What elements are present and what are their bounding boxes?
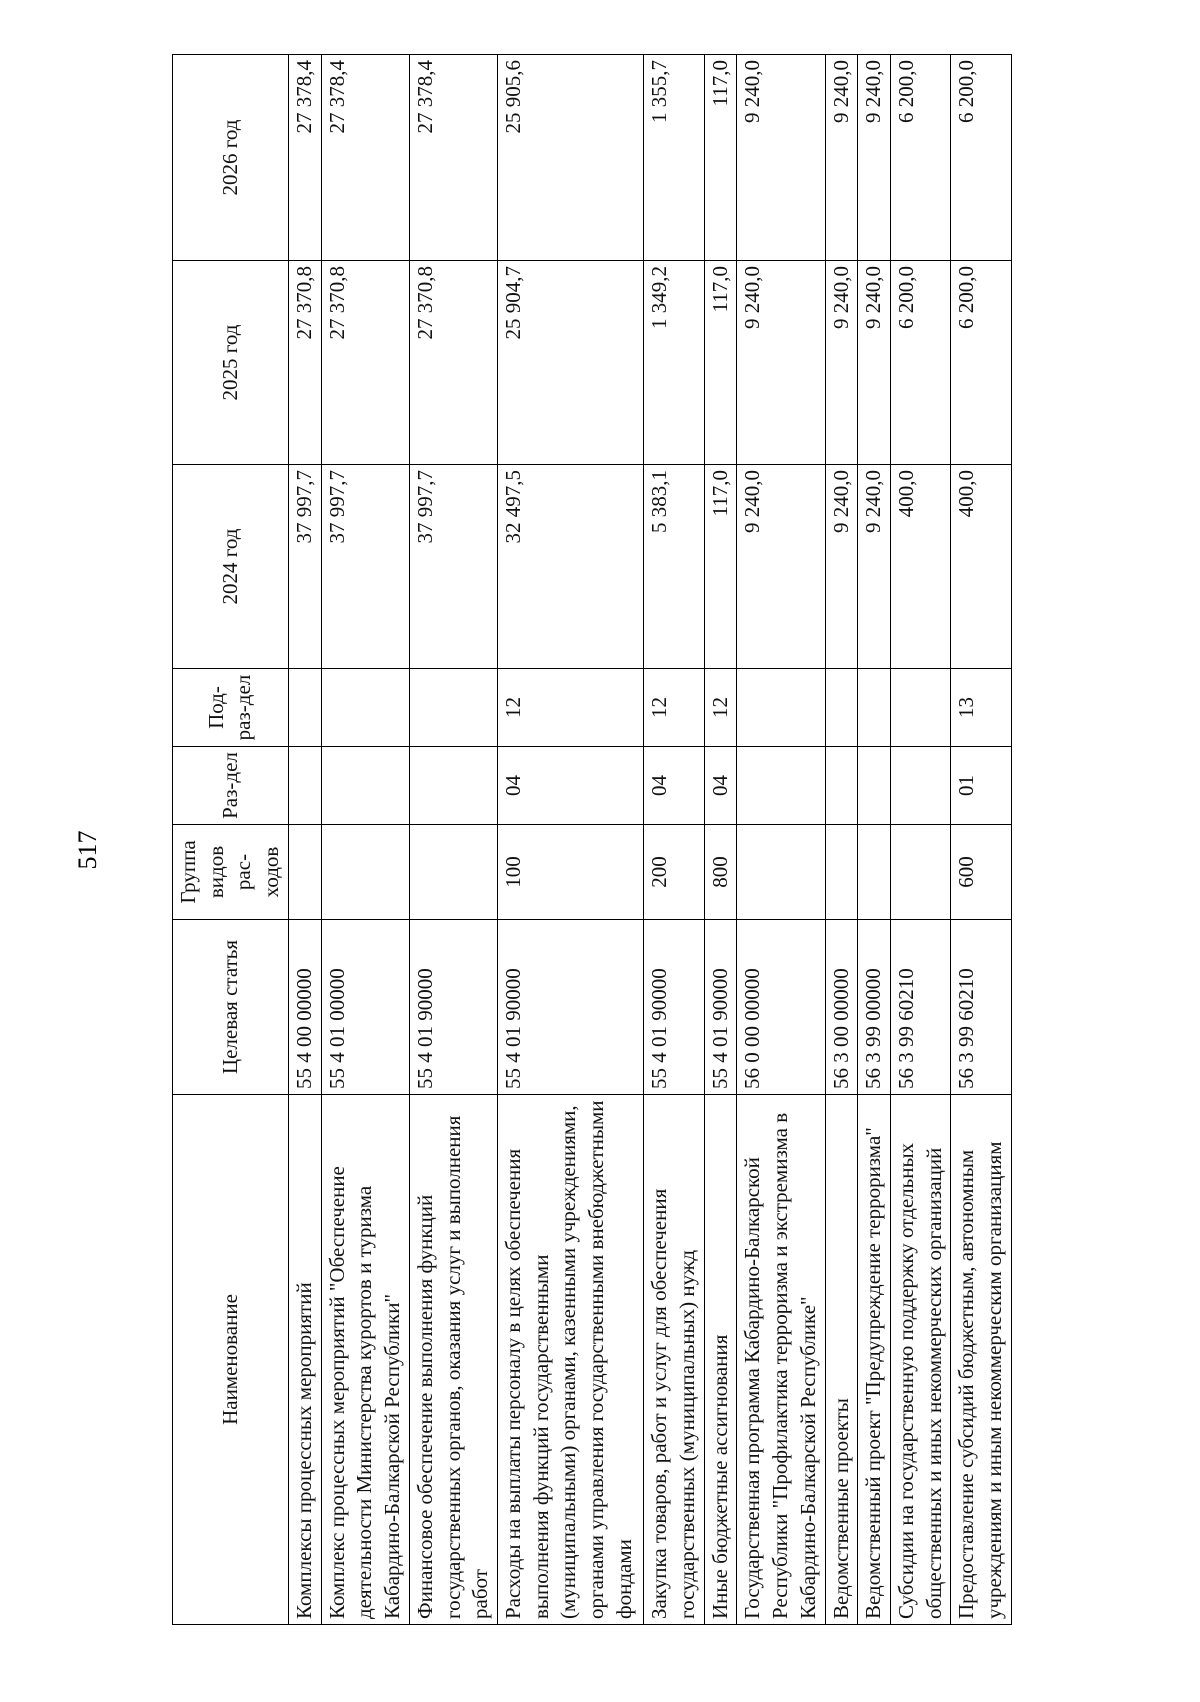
- row-year-2026: 9 240,0: [858, 55, 891, 261]
- row-target-article: 55 4 00 00000: [288, 920, 321, 1095]
- row-year-2026: 6 200,0: [951, 55, 1012, 261]
- budget-table-rotated: [172, 55, 1012, 1625]
- header-year-2026: 2026 год: [173, 55, 289, 261]
- row-subsection: [409, 669, 497, 747]
- row-year-2025: 6 200,0: [890, 261, 950, 465]
- header-subsection: Под-раз-дел: [173, 669, 289, 747]
- page-number: 517: [73, 830, 102, 870]
- row-expense-group: [737, 825, 825, 920]
- row-target-article: 56 3 99 60210: [951, 920, 1012, 1095]
- header-year-2025: 2025 год: [173, 261, 289, 465]
- header-name: Наименование: [173, 1095, 289, 1625]
- row-subsection: [858, 669, 891, 747]
- row-year-2024: 117,0: [704, 465, 737, 669]
- row-name: Финансовое обеспечение выполнения функций государственных органов, оказания услуг и выполнения работ: [409, 1095, 497, 1625]
- row-year-2025: 27 370,8: [288, 261, 321, 465]
- row-expense-group: 200: [644, 825, 704, 920]
- row-year-2024: 37 997,7: [321, 465, 409, 669]
- table-row: [737, 55, 825, 1625]
- row-year-2025: 6 200,0: [951, 261, 1012, 465]
- row-target-article: 56 0 00 00000: [737, 920, 825, 1095]
- row-target-article: 56 3 99 00000: [858, 920, 891, 1095]
- row-section: 04: [644, 747, 704, 825]
- row-year-2025: 117,0: [704, 261, 737, 465]
- row-section: [737, 747, 825, 825]
- row-expense-group: [409, 825, 497, 920]
- row-year-2025: 9 240,0: [858, 261, 891, 465]
- row-year-2026: 25 905,6: [498, 55, 644, 261]
- header-row: [173, 55, 289, 1625]
- row-expense-group: [825, 825, 858, 920]
- row-section: [825, 747, 858, 825]
- row-year-2025: 27 370,8: [321, 261, 409, 465]
- row-subsection: 12: [644, 669, 704, 747]
- row-target-article: 55 4 01 90000: [704, 920, 737, 1095]
- row-subsection: [890, 669, 950, 747]
- row-name: Комплексы процессных мероприятий: [288, 1095, 321, 1625]
- table-row: [858, 55, 891, 1625]
- row-year-2024: 400,0: [951, 465, 1012, 669]
- row-name: Комплекс процессных мероприятий "Обеспечение деятельности Министерства курортов и туризма Кабардино-Балкарской Республики": [321, 1095, 409, 1625]
- row-expense-group: 600: [951, 825, 1012, 920]
- row-name: Иные бюджетные ассигнования: [704, 1095, 737, 1625]
- table-row: [704, 55, 737, 1625]
- table-row: [409, 55, 497, 1625]
- row-year-2024: 9 240,0: [825, 465, 858, 669]
- row-expense-group: 100: [498, 825, 644, 920]
- row-target-article: 56 3 00 00000: [825, 920, 858, 1095]
- row-expense-group: [288, 825, 321, 920]
- row-year-2024: 400,0: [890, 465, 950, 669]
- row-name: Расходы на выплаты персоналу в целях обеспечения выполнения функций государственными (муниципальными) органами, казенными учреждениями, органами управления государственными внебюджетными фондами: [498, 1095, 644, 1625]
- row-section: [890, 747, 950, 825]
- row-year-2025: 1 349,2: [644, 261, 704, 465]
- row-name: Государственная программа Кабардино-Балкарской Республики "Профилактика терроризма и экстремизма в Кабардино-Балкарской Республике": [737, 1095, 825, 1625]
- row-subsection: [288, 669, 321, 747]
- row-target-article: 55 4 01 90000: [498, 920, 644, 1095]
- row-expense-group: [858, 825, 891, 920]
- header-target-article: Целевая статья: [173, 920, 289, 1095]
- table-row: [321, 55, 409, 1625]
- row-subsection: [737, 669, 825, 747]
- row-year-2025: 27 370,8: [409, 261, 497, 465]
- row-subsection: [321, 669, 409, 747]
- row-subsection: 12: [704, 669, 737, 747]
- row-section: [858, 747, 891, 825]
- row-name: Ведомственные проекты: [825, 1095, 858, 1625]
- row-section: [321, 747, 409, 825]
- row-expense-group: 800: [704, 825, 737, 920]
- row-year-2026: 9 240,0: [825, 55, 858, 261]
- row-name: Предоставление субсидий бюджетным, автономным учреждениям и иным некоммерческим организациям: [951, 1095, 1012, 1625]
- row-year-2025: 25 904,7: [498, 261, 644, 465]
- row-subsection: [825, 669, 858, 747]
- row-year-2024: 37 997,7: [409, 465, 497, 669]
- table-row: [890, 55, 950, 1625]
- row-subsection: 13: [951, 669, 1012, 747]
- header-expense-group: Группа видов рас-ходов: [173, 825, 289, 920]
- row-name: Субсидии на государственную поддержку отдельных общественных и иных некоммерческих организаций: [890, 1095, 950, 1625]
- header-year-2024: 2024 год: [173, 465, 289, 669]
- row-section: 04: [704, 747, 737, 825]
- row-year-2026: 1 355,7: [644, 55, 704, 261]
- row-year-2026: 27 378,4: [321, 55, 409, 261]
- row-target-article: 56 3 99 60210: [890, 920, 950, 1095]
- row-year-2026: 117,0: [704, 55, 737, 261]
- table-row: [498, 55, 644, 1625]
- row-year-2025: 9 240,0: [737, 261, 825, 465]
- row-subsection: 12: [498, 669, 644, 747]
- row-expense-group: [890, 825, 950, 920]
- row-section: [288, 747, 321, 825]
- row-year-2026: 6 200,0: [890, 55, 950, 261]
- row-year-2026: 27 378,4: [288, 55, 321, 261]
- row-year-2026: 27 378,4: [409, 55, 497, 261]
- row-target-article: 55 4 01 90000: [409, 920, 497, 1095]
- table-row: [288, 55, 321, 1625]
- row-section: 01: [951, 747, 1012, 825]
- table-row: [644, 55, 704, 1625]
- table-row: [951, 55, 1012, 1625]
- row-year-2024: 9 240,0: [737, 465, 825, 669]
- row-year-2025: 9 240,0: [825, 261, 858, 465]
- row-expense-group: [321, 825, 409, 920]
- row-target-article: 55 4 01 00000: [321, 920, 409, 1095]
- row-year-2024: 9 240,0: [858, 465, 891, 669]
- header-section: Раз-дел: [173, 747, 289, 825]
- row-section: [409, 747, 497, 825]
- row-target-article: 55 4 01 90000: [644, 920, 704, 1095]
- row-name: Ведомственный проект "Предупреждение терроризма": [858, 1095, 891, 1625]
- table-row: [825, 55, 858, 1625]
- row-year-2024: 5 383,1: [644, 465, 704, 669]
- row-name: Закупка товаров, работ и услуг для обеспечения государственных (муниципальных) нужд: [644, 1095, 704, 1625]
- row-section: 04: [498, 747, 644, 825]
- budget-table: [172, 54, 1012, 1625]
- row-year-2026: 9 240,0: [737, 55, 825, 261]
- row-year-2024: 32 497,5: [498, 465, 644, 669]
- row-year-2024: 37 997,7: [288, 465, 321, 669]
